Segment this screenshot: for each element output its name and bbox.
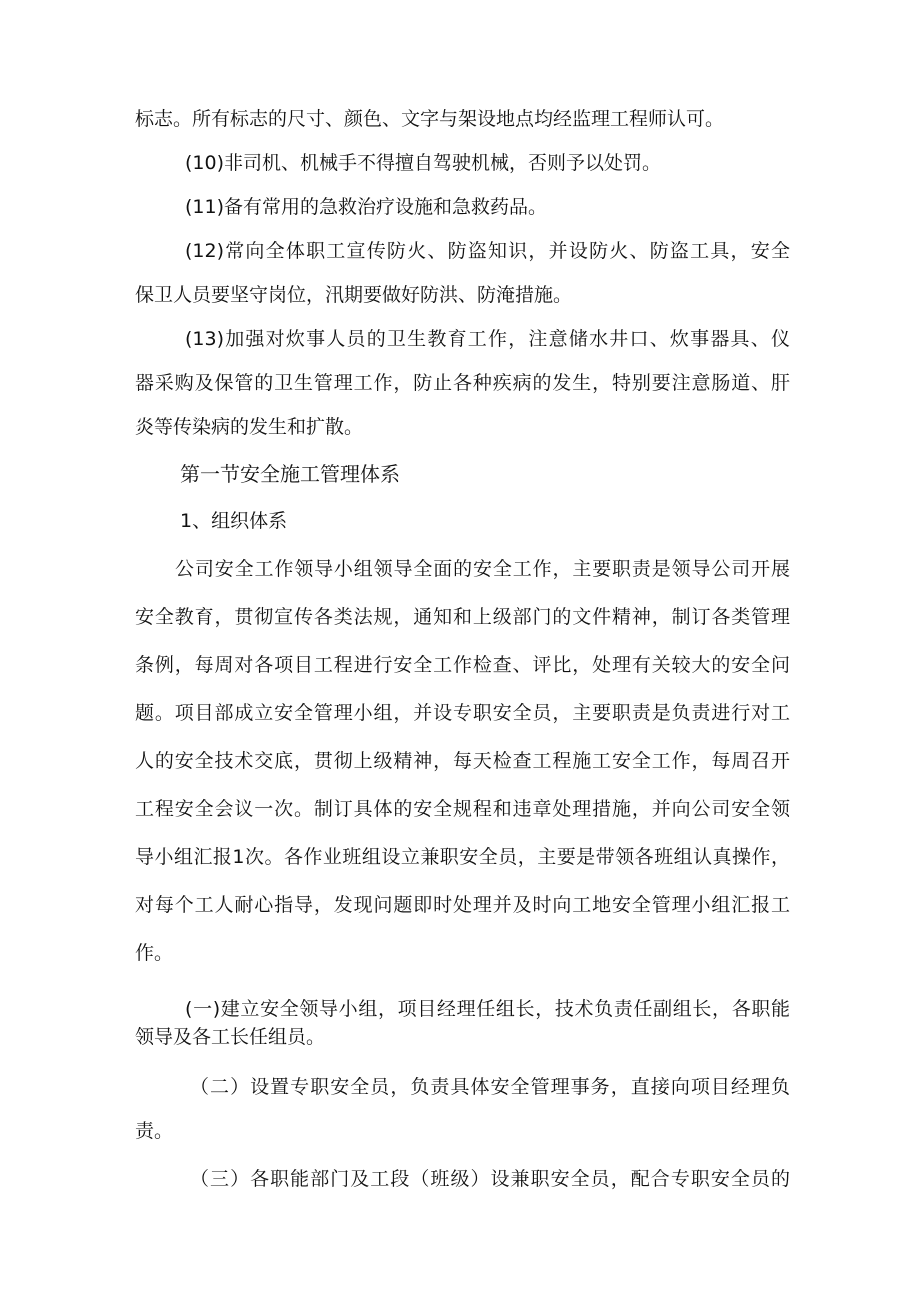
org-paragraph-line-7: 导小组汇报1次。各作业班组设立兼职安全员，主要是带领各班组认真操作，	[135, 846, 790, 868]
subsection-title: 1、组织体系	[180, 510, 288, 532]
org-paragraph-line-1: 公司安全工作领导小组领导全面的安全工作，主要职责是领导公司开展	[175, 558, 790, 580]
org-paragraph-line-3: 条例，每周对各项目工程进行安全工作检查、评比，处理有关较大的安全问	[135, 654, 790, 676]
org-paragraph-line-2: 安全教育，贯彻宣传各类法规，通知和上级部门的文件精神，制订各类管理	[135, 606, 790, 628]
list-item-13-line-2: 器采购及保管的卫生管理工作，防止各种疾病的发生，特别要注意肠道、肝	[135, 372, 790, 394]
point-2-line-1: （二）设置专职安全员，负责具体安全管理事务，直接向项目经理负	[190, 1076, 790, 1098]
section-title: 第一节安全施工管理体系	[180, 462, 400, 486]
list-item-11: (11)备有常用的急救治疗设施和急救药品。	[185, 196, 548, 218]
org-paragraph-line-8: 对每个工人耐心指导，发现问题即时处理并及时向工地安全管理小组汇报工	[135, 894, 790, 916]
org-paragraph-line-9: 作。	[135, 942, 174, 964]
point-2-line-2: 责。	[135, 1120, 174, 1142]
list-item-13-line-1: (13)加强对炊事人员的卫生教育工作，注意储水井口、炊事器具、仪	[185, 328, 790, 350]
list-item-12-line-2: 保卫人员要坚守岗位，汛期要做好防洪、防淹措施。	[135, 284, 573, 306]
point-1-line-2: 领导及各工长任组员。	[135, 1026, 326, 1048]
org-paragraph-line-4: 题。项目部成立安全管理小组，并设专职安全员，主要职责是负责进行对工	[135, 702, 790, 724]
point-3-line-1: （三）各职能部门及工段（班级）设兼职安全员，配合专职安全员的	[190, 1168, 790, 1190]
list-item-13-line-3: 炎等传染病的发生和扩散。	[135, 416, 364, 438]
org-paragraph-line-5: 人的安全技术交底，贯彻上级精神，每天检查工程施工安全工作，每周召开	[135, 750, 790, 772]
org-paragraph-line-6: 工程安全会议一次。制订具体的安全规程和违章处理措施，并向公司安全领	[135, 798, 790, 820]
point-1-line-1: (一)建立安全领导小组，项目经理任组长，技术负责任副组长，各职能	[185, 998, 790, 1020]
list-item-10: (10)非司机、机械手不得擅自驾驶机械，否则予以处罚。	[185, 152, 662, 174]
list-item-12-line-1: (12)常向全体职工宣传防火、防盗知识，并设防火、防盗工具，安全	[185, 240, 790, 262]
text-line: 标志。所有标志的尺寸、颜色、文字与架设地点均经监理工程师认可。	[135, 108, 725, 130]
